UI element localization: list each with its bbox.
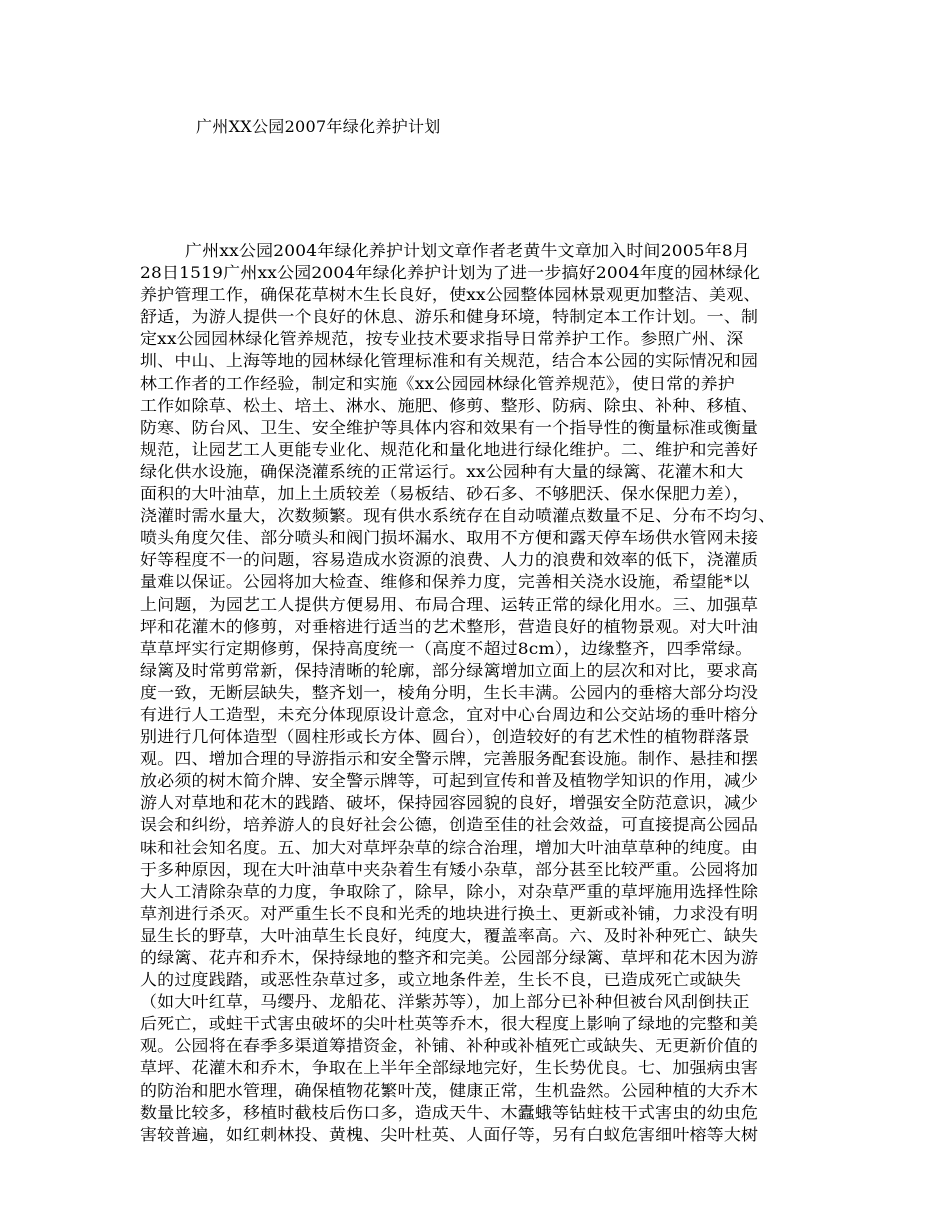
body-text-line: 误会和纠纷，培养游人的良好社会公德，创造至佳的社会效益，可直接提高公园品 bbox=[140, 815, 759, 835]
body-text-line: 数量比较多，移植时截枝后伤口多，造成天牛、木蠹蛾等钻蛀枝干式害虫的幼虫危 bbox=[140, 1102, 759, 1122]
body-text-line: 规范，让园艺工人更能专业化、规范化和量化地进行绿化维护。二、维护和完善好 bbox=[140, 439, 759, 459]
body-text-line: 绿篱及时常剪常新，保持清晰的轮廓，部分绿篱增加立面上的层次和对比，要求高 bbox=[140, 660, 759, 680]
body-text-line: 广州xx公园2004年绿化养护计划文章作者老黄牛文章加入时间2005年8月 bbox=[185, 241, 751, 260]
body-text-line: 量难以保证。公园将加大检查、维修和保养力度，完善相关浇水设施，希望能*以 bbox=[140, 572, 750, 592]
body-text-line: 上问题，为园艺工人提供方便易用、布局合理、运转正常的绿化用水。三、加强草 bbox=[140, 594, 759, 614]
body-text-line: 后死亡，或蛀干式害虫破坏的尖叶杜英等乔木，很大程度上影响了绿地的完整和美 bbox=[140, 1014, 759, 1034]
body-text-line: 有进行人工造型，未充分体现原设计意念，宜对中心台周边和公交站场的垂叶榕分 bbox=[140, 704, 759, 724]
body-text-line: 面积的大叶油草，加上土质较差（易板结、砂石多、不够肥沃、保水保肥力差）， bbox=[140, 484, 750, 504]
body-text-line: 圳、中山、上海等地的园林绿化管理标准和有关规范，结合本公园的实际情况和园 bbox=[140, 351, 759, 371]
body-text-line: 害较普遍，如红刺林投、黄槐、尖叶杜英、人面仔等，另有白蚁危害细叶榕等大树 bbox=[140, 1124, 759, 1144]
body-text-line: 游人对草地和花木的践踏、破坏，保持园容园貌的良好，增强安全防范意识，减少 bbox=[140, 793, 759, 813]
document-body bbox=[140, 240, 812, 1146]
body-text-line: 绿化供水设施，确保浇灌系统的正常运行。xx公园种有大量的绿篱、花灌木和大 bbox=[140, 461, 744, 481]
body-text-line: 的绿篱、花卉和乔木，保持绿地的整齐和完美。公园部分绿篱、草坪和花木因为游 bbox=[140, 948, 759, 967]
body-text-line: 放必须的树木简介牌、安全警示牌等，可起到宣传和普及植物学知识的作用，减少 bbox=[140, 771, 759, 791]
body-text-line: 人的过度践踏，或恶性杂草过多，或立地条件差，生长不良，已造成死亡或缺失 bbox=[140, 970, 742, 990]
body-text-line: 防寒、防台风、卫生、安全维护等具体内容和效果有一个指导性的衡量标准或衡量 bbox=[140, 417, 759, 437]
body-text-line: 舒适，为游人提供一个良好的休息、游乐和健身环境，特制定本工作计划。一、制 bbox=[140, 307, 759, 327]
body-text-line: 工作如除草、松土、培土、淋水、施肥、修剪、整形、防病、除虫、补种、移植、 bbox=[140, 395, 759, 415]
body-text-line: 草草坪实行定期修剪，保持高度统一（高度不超过8cm），边缘整齐，四季常绿。 bbox=[140, 638, 753, 658]
body-text-line: 28日1519广州xx公园2004年绿化养护计划为了进一步搞好2004年度的园林绿化 bbox=[140, 263, 761, 283]
body-text-line: 别进行几何体造型（圆柱形或长方体、圆台），创造较好的有艺术性的植物群落景 bbox=[140, 727, 750, 747]
body-text-line: 坪和花灌木的修剪，对垂榕进行适当的艺术整形，营造良好的植物景观。对大叶油 bbox=[140, 616, 759, 636]
document-title: 广州XX公园2007年绿化养护计划 bbox=[196, 117, 441, 136]
body-text-line: 定xx公园园林绿化管养规范，按专业技术要求指导日常养护工作。参照广州、深 bbox=[140, 329, 744, 349]
body-text-line: 度一致，无断层缺失，整齐划一，棱角分明，生长丰满。公园内的垂榕大部分均没 bbox=[140, 682, 759, 702]
body-text-line: 好等程度不一的问题，容易造成水资源的浪费、人力的浪费和效率的低下，浇灌质 bbox=[140, 550, 759, 570]
body-text-line: 喷头角度欠佳、部分喷头和阀门损坏漏水、取用不方便和露天停车场供水管网未接 bbox=[140, 528, 759, 548]
body-text-line: 显生长的野草，大叶油草生长良好，纯度大，覆盖率高。六、及时补种死亡、缺失 bbox=[140, 925, 759, 945]
body-text-line: 林工作者的工作经验，制定和实施《xx公园园林绿化管养规范》，使日常的养护 bbox=[140, 373, 735, 393]
body-text-line: 观。公园将在春季多渠道筹措资金，补铺、补种或补植死亡或缺失、无更新价值的 bbox=[140, 1036, 759, 1056]
body-text-line: 浇灌时需水量大，次数频繁。现有供水系统存在自动喷灌点数量不足、分布不均匀、 bbox=[140, 506, 776, 526]
body-text-line: （如大叶红草，马缨丹、龙船花、洋紫苏等），加上部分已补种但被台风刮倒扶正 bbox=[140, 992, 750, 1012]
body-text-line: 大人工清除杂草的力度，争取除了，除早，除小，对杂草严重的草坪施用选择性除 bbox=[140, 881, 759, 901]
body-text-line: 味和社会知名度。五、加大对草坪杂草的综合治理，增加大叶油草草种的纯度。由 bbox=[140, 837, 759, 857]
body-text-line: 的防治和肥水管理，确保植物花繁叶茂，健康正常，生机盎然。公园种植的大乔木 bbox=[140, 1080, 759, 1100]
body-text-line: 草剂进行杀灭。对严重生长不良和光秃的地块进行换土、更新或补铺，力求没有明 bbox=[140, 903, 759, 923]
body-text-line: 养护管理工作，确保花草树木生长良好，使xx公园整体园林景观更加整洁、美观、 bbox=[140, 285, 761, 305]
body-text-line: 草坪、花灌木和乔木，争取在上半年全部绿地完好，生长势优良。七、加强病虫害 bbox=[140, 1058, 759, 1078]
body-text-line: 于多种原因，现在大叶油草中夹杂着生有矮小杂草，部分甚至比较严重。公园将加 bbox=[140, 859, 759, 879]
body-text-line: 观。四、增加合理的导游指示和安全警示牌，完善服务配套设施。制作、悬挂和摆 bbox=[140, 749, 759, 769]
